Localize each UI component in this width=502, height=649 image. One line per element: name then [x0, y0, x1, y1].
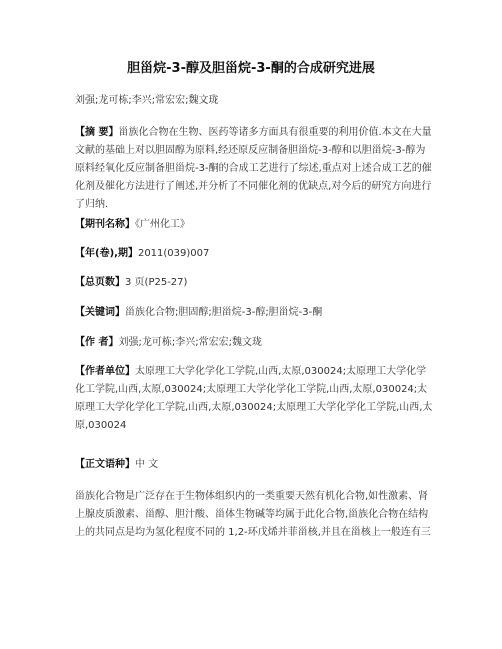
affiliation-label: 【作者单位】: [75, 366, 135, 377]
language-value: 中 文: [135, 459, 159, 470]
body-paragraph: 甾族化合物是广泛存在于生物体组织内的一类重要天然有机化合物,如性激素、肾上腺皮质激素、甾醇、胆汁酸、甾体生物碱等均属于此化合物,甾族化合物在结构上的共同点是均为氢化程度不同的 1,2-环戊烯并菲甾核,并且在甾核上一般连有三: [75, 491, 431, 538]
abstract-section: [75, 124, 435, 214]
keywords-field: [75, 304, 435, 322]
authors-label: 【作 者】: [75, 337, 119, 348]
language-field: [75, 456, 435, 474]
journal-value: 《广州化工》: [135, 219, 190, 230]
pages-field: [75, 274, 435, 292]
abstract-text: 甾族化合物在生物、医药等诸多方面具有很重要的利用价值.本文在大量文献的基础上对以胆固醇为原料,经还原反应制备胆甾烷-3-醇和以胆甾烷-3-醇为原料经氧化反应制备胆甾烷-3-酮的合成工艺进行了综述,重点对上述合成工艺的催化剂及催化方法进行了阐述,并分析了不同催化剂的优缺点,对今后的研究方向进行了归纳.: [75, 127, 432, 210]
authors-value: 刘强;龙可栋;李兴;常宏宏;魏文珑: [118, 337, 262, 348]
pages-label: 【总页数】: [75, 277, 125, 288]
abstract-label: 【摘 要】: [75, 127, 119, 138]
pages-value: 3 页(P25-27): [125, 277, 188, 288]
authors-field: [75, 334, 435, 352]
keywords-label: 【关键词】: [75, 307, 125, 318]
year-issue-value: 2011(039)007: [137, 248, 210, 259]
year-issue-field: [75, 245, 435, 263]
journal-label: 【期刊名称】: [75, 219, 135, 230]
journal-field: [75, 216, 435, 234]
keywords-value: 甾族化合物;胆固醇;胆甾烷-3-醇;胆甾烷-3-酮: [125, 307, 323, 318]
year-issue-label: 【年(卷),期】: [75, 248, 138, 259]
affiliation-field: [75, 363, 435, 435]
author-list: 刘强;龙可栋;李兴;常宏宏;魏文珑: [75, 95, 219, 106]
affiliation-value: 太原理工大学化学化工学院,山西,太原,030024;太原理工大学化学化工学院,山西,太原,030024;太原理工大学化学化工学院,山西,太原,030024;太原理工大学化学化工学院,山西,太原,030024;太原理工大学化学化工学院,山西,太原,030024: [75, 366, 433, 431]
document-title: 胆甾烷-3-醇及胆甾烷-3-酮的合成研究进展: [127, 61, 375, 76]
language-label: 【正文语种】: [75, 459, 135, 470]
